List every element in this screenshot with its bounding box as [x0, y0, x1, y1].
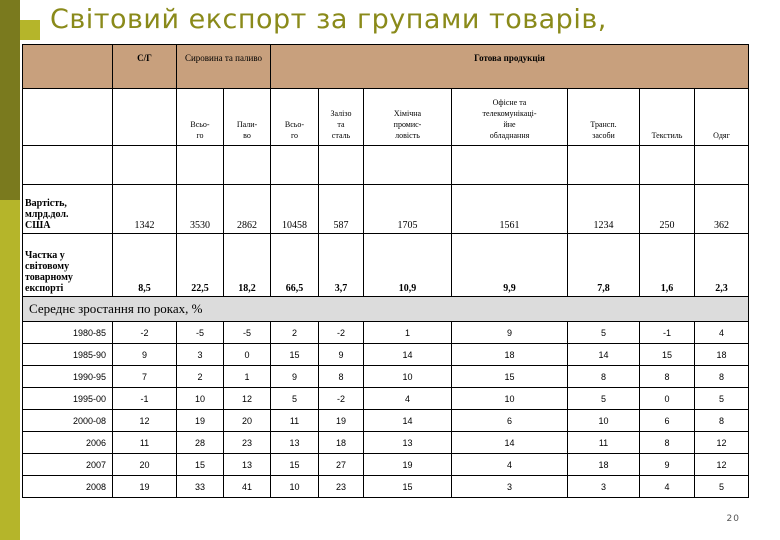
- growth-cell: 0: [224, 344, 271, 366]
- growth-cell: 1: [364, 322, 452, 344]
- growth-cell: 5: [695, 476, 749, 498]
- slide-title: Світовий експорт за групами товарів,: [50, 4, 607, 35]
- share-cell: 1,6: [640, 234, 695, 297]
- subheader-blank: [23, 89, 113, 146]
- period-cell: 2006: [23, 432, 113, 454]
- growth-cell: 23: [319, 476, 364, 498]
- growth-cell: 12: [113, 410, 177, 432]
- table-row: [23, 476, 749, 498]
- header-row-empty: [23, 146, 749, 185]
- growth-cell: 18: [695, 344, 749, 366]
- growth-cell: 15: [452, 366, 568, 388]
- value-cell: 1561: [452, 185, 568, 234]
- period-cell: 2007: [23, 454, 113, 476]
- section-label: Середнє зростання по роках, %: [23, 297, 749, 322]
- growth-cell: 19: [177, 410, 224, 432]
- growth-cell: 0: [640, 388, 695, 410]
- growth-cell: 10: [177, 388, 224, 410]
- growth-cell: 5: [695, 388, 749, 410]
- value-cell: 1342: [113, 185, 177, 234]
- growth-cell: 6: [452, 410, 568, 432]
- growth-cell: 3: [452, 476, 568, 498]
- value-cell: 362: [695, 185, 749, 234]
- subheader-raw-total: Всьо- го: [177, 89, 224, 146]
- period-cell: 1985-90: [23, 344, 113, 366]
- share-row-label: Частка у світовому товарному експорті: [23, 234, 113, 297]
- header-agri: С/Г: [113, 45, 177, 89]
- growth-cell: -2: [319, 388, 364, 410]
- share-cell: 22,5: [177, 234, 224, 297]
- growth-cell: 13: [364, 432, 452, 454]
- growth-cell: 5: [568, 388, 640, 410]
- growth-cell: 20: [113, 454, 177, 476]
- subheader-transport: Трансп. засоби: [568, 89, 640, 146]
- subheader-textiles: Текстиль: [640, 89, 695, 146]
- table-row: [23, 322, 749, 344]
- value-cell: 250: [640, 185, 695, 234]
- growth-cell: 8: [695, 410, 749, 432]
- value-cell: 1705: [364, 185, 452, 234]
- growth-cell: 10: [271, 476, 319, 498]
- period-cell: 1990-95: [23, 366, 113, 388]
- growth-cell: 2: [271, 322, 319, 344]
- growth-cell: 14: [452, 432, 568, 454]
- growth-cell: 7: [113, 366, 177, 388]
- period-cell: 1995-00: [23, 388, 113, 410]
- growth-cell: 15: [271, 344, 319, 366]
- growth-cell: 8: [640, 366, 695, 388]
- growth-cell: 4: [695, 322, 749, 344]
- growth-cell: 8: [640, 432, 695, 454]
- period-cell: 1980-85: [23, 322, 113, 344]
- growth-cell: -2: [319, 322, 364, 344]
- growth-cell: 4: [640, 476, 695, 498]
- table-row: [23, 454, 749, 476]
- growth-cell: 10: [364, 366, 452, 388]
- growth-cell: 2: [177, 366, 224, 388]
- subheader-chemicals: Хімічна промис- ловість: [364, 89, 452, 146]
- growth-cell: 12: [224, 388, 271, 410]
- header-row-subgroups: [23, 89, 749, 146]
- table-row: [23, 366, 749, 388]
- subheader-iron-steel: Залізо та сталь: [319, 89, 364, 146]
- subheader-finished-total: Всьо- го: [271, 89, 319, 146]
- growth-cell: 3: [568, 476, 640, 498]
- table-row: [23, 410, 749, 432]
- export-table: [22, 44, 749, 498]
- period-cell: 2000-08: [23, 410, 113, 432]
- value-cell: 1234: [568, 185, 640, 234]
- decor-bar-bottom: [0, 200, 20, 540]
- growth-cell: 15: [271, 454, 319, 476]
- value-row: [23, 185, 749, 234]
- growth-cell: 13: [271, 432, 319, 454]
- growth-cell: 9: [271, 366, 319, 388]
- growth-cell: 8: [319, 366, 364, 388]
- growth-cell: 6: [640, 410, 695, 432]
- share-cell: 3,7: [319, 234, 364, 297]
- growth-cell: 14: [568, 344, 640, 366]
- growth-cell: 5: [271, 388, 319, 410]
- growth-cell: 9: [452, 322, 568, 344]
- growth-cell: 14: [364, 410, 452, 432]
- growth-cell: 41: [224, 476, 271, 498]
- subheader-blank: [113, 89, 177, 146]
- growth-cell: 4: [364, 388, 452, 410]
- growth-cell: 9: [640, 454, 695, 476]
- growth-cell: -2: [113, 322, 177, 344]
- subheader-clothing: Одяг: [695, 89, 749, 146]
- growth-cell: -1: [113, 388, 177, 410]
- period-cell: 2008: [23, 476, 113, 498]
- growth-cell: 8: [695, 366, 749, 388]
- growth-cell: 23: [224, 432, 271, 454]
- table-row: [23, 432, 749, 454]
- growth-cell: 11: [568, 432, 640, 454]
- growth-cell: 12: [695, 454, 749, 476]
- share-cell: 8,5: [113, 234, 177, 297]
- growth-cell: 13: [224, 454, 271, 476]
- growth-cell: 18: [319, 432, 364, 454]
- growth-cell: 33: [177, 476, 224, 498]
- table-row: [23, 388, 749, 410]
- subheader-fuel: Пали- во: [224, 89, 271, 146]
- growth-cell: 20: [224, 410, 271, 432]
- section-row: [23, 297, 749, 322]
- value-row-label: Вартість, млрд.дол. США: [23, 185, 113, 234]
- growth-cell: 4: [452, 454, 568, 476]
- header-raw: Сировина та паливо: [177, 45, 271, 89]
- header-finished: Готова продукція: [271, 45, 749, 89]
- growth-cell: 5: [568, 322, 640, 344]
- growth-cell: 27: [319, 454, 364, 476]
- growth-cell: 15: [177, 454, 224, 476]
- header-corner: [23, 45, 113, 89]
- growth-cell: 19: [319, 410, 364, 432]
- subheader-office-telecom: Офісне та телекомунікаці- йне обладнання: [452, 89, 568, 146]
- growth-cell: 28: [177, 432, 224, 454]
- share-cell: 7,8: [568, 234, 640, 297]
- growth-cell: 1: [224, 366, 271, 388]
- growth-cell: 11: [113, 432, 177, 454]
- share-cell: 9,9: [452, 234, 568, 297]
- growth-cell: 9: [319, 344, 364, 366]
- growth-cell: 3: [177, 344, 224, 366]
- share-cell: 18,2: [224, 234, 271, 297]
- share-row: [23, 234, 749, 297]
- growth-cell: 10: [568, 410, 640, 432]
- decor-bar-top: [0, 0, 20, 200]
- growth-cell: 15: [364, 476, 452, 498]
- value-cell: 3530: [177, 185, 224, 234]
- table-row: [23, 344, 749, 366]
- page-number: 20: [726, 514, 740, 524]
- growth-cell: 18: [452, 344, 568, 366]
- growth-cell: 11: [271, 410, 319, 432]
- share-cell: 10,9: [364, 234, 452, 297]
- growth-cell: 8: [568, 366, 640, 388]
- growth-cell: 10: [452, 388, 568, 410]
- share-cell: 2,3: [695, 234, 749, 297]
- growth-cell: 18: [568, 454, 640, 476]
- growth-cell: 14: [364, 344, 452, 366]
- growth-cell: -5: [177, 322, 224, 344]
- growth-cell: 19: [113, 476, 177, 498]
- growth-cell: 19: [364, 454, 452, 476]
- growth-cell: 15: [640, 344, 695, 366]
- value-cell: 10458: [271, 185, 319, 234]
- decor-square: [20, 20, 40, 40]
- share-cell: 66,5: [271, 234, 319, 297]
- value-cell: 2862: [224, 185, 271, 234]
- growth-cell: 12: [695, 432, 749, 454]
- value-cell: 587: [319, 185, 364, 234]
- header-row-groups: [23, 45, 749, 89]
- growth-cell: -1: [640, 322, 695, 344]
- growth-cell: 9: [113, 344, 177, 366]
- growth-cell: -5: [224, 322, 271, 344]
